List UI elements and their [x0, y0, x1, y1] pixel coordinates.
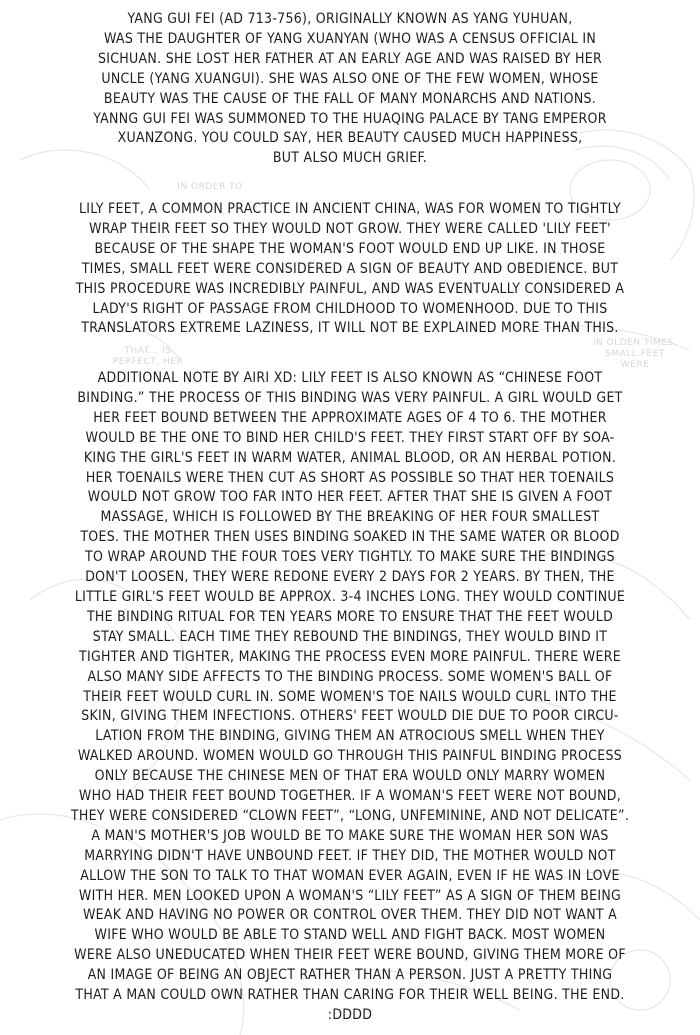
text-line: ALLOW THE SON TO TALK TO THAT WOMAN EVER AGAIN, EVEN IF HE WAS IN LOVE [80, 867, 620, 884]
text-line: BECAUSE OF THE SHAPE THE WOMAN'S FOOT WOULD END UP LIKE. IN THOSE [94, 240, 606, 257]
text-line: ADDITIONAL NOTE BY AIRI XD: LILY FEET IS ALSO KNOWN AS “CHINESE FOOT [97, 370, 603, 386]
text-line: THAT A MAN COULD OWN RATHER THAN CARING FOR THEIR WELL BEING. THE END. [75, 987, 625, 1004]
text-line: HER TOENAILS WERE THEN CUT AS SHORT AS POSSIBLE SO THAT HER TOENAILS [85, 469, 615, 486]
text-line: TOES. THE MOTHER THEN USES BINDING SOAKED IN THE SAME WATER OR BLOOD [80, 529, 620, 546]
text-line: ALSO MANY SIDE AFFECTS TO THE BINDING PROCESS. SOME WOMEN'S BALL OF [87, 668, 613, 685]
text-line: WIFE WHO WOULD BE ABLE TO STAND WELL AND FIGHT BACK. MOST WOMEN [94, 927, 606, 944]
text-line: HER FEET BOUND BETWEEN THE APPROXIMATE AGES OF 4 TO 6. THE MOTHER [93, 409, 607, 426]
text-line: LADY'S RIGHT OF PASSAGE FROM CHILDHOOD TO WOMENHOOD. DUE TO THIS [92, 300, 608, 317]
text-line: TIMES, SMALL FEET WERE CONSIDERED A SIGN OF BEAUTY AND OBEDIENCE. BUT [81, 260, 619, 277]
text-line: WRAP THEIR FEET SO THEY WOULD NOT GROW. THEY WERE CALLED 'LILY FEET' [89, 220, 611, 237]
text-line: DON'T LOOSEN, THEY WERE REDONE EVERY 2 DAYS FOR 2 YEARS. BY THEN, THE [85, 569, 615, 586]
text-line: TO WRAP AROUND THE FOUR TOES VERY TIGHTLY. TO MAKE SURE THE BINDINGS [85, 549, 615, 566]
text-line: THEY WERE CONSIDERED “CLOWN FEET”, “LONG, UNFEMININE, AND NOT DELICATE”. [70, 807, 630, 824]
background-bubble-text: THAT... IS PERFECT, HER [112, 346, 184, 367]
paragraph-lily-feet [6, 200, 694, 339]
text-line: LITTLE GIRL'S FEET WOULD BE APPROX. 3-4 INCHES LONG. THEY WOULD CONTINUE [74, 588, 626, 605]
text-line: UNCLE (YANG XUANGUI). SHE WAS ALSO ONE OF THE FEW WOMEN, WHOSE [101, 70, 599, 87]
text-line: WITH HER. MEN LOOKED UPON A WOMAN'S “LILY FEET” AS A SIGN OF THEM BEING [78, 887, 622, 904]
paragraph-additional-note [6, 369, 694, 1026]
text-line: YANG GUI FEI (AD 713-756), ORIGINALLY KNOWN AS YANG YUHUAN, [127, 11, 573, 27]
background-bubble-text: IN ORDER TO [177, 182, 243, 192]
text-line: TRANSLATORS EXTREME LAZINESS, IT WILL NOT BE EXPLAINED MORE THAN THIS. [81, 320, 619, 337]
text-line: WALKED AROUND. WOMEN WOULD GO THROUGH THIS PAINFUL BINDING PROCESS [77, 748, 623, 765]
text-line: XUANZONG. YOU COULD SAY, HER BEAUTY CAUSED MUCH HAPPINESS, [117, 130, 583, 147]
text-line: LATION FROM THE BINDING, GIVING THEM AN ATROCIOUS SMELL WHEN THEY [95, 728, 605, 745]
text-line: MARRYING DIDN'T HAVE UNBOUND FEET. IF THEY DID, THE MOTHER WOULD NOT [84, 847, 616, 864]
text-line: WEAK AND HAVING NO POWER OR CONTROL OVER THEM. THEY DID NOT WANT A [82, 907, 618, 924]
text-line: KING THE GIRL'S FEET IN WARM WATER, ANIMAL BLOOD, OR AN HERBAL POTION. [83, 449, 617, 466]
text-line: WERE ALSO UNEDUCATED WHEN THEIR FEET WERE BOUND, GIVING THEM MORE OF [74, 947, 626, 964]
text-line: THE BINDING RITUAL FOR TEN YEARS MORE TO ENSURE THAT THE FEET WOULD [86, 608, 614, 625]
text-line: :DDDD [327, 1007, 373, 1023]
text-line: A MAN'S MOTHER'S JOB WOULD BE TO MAKE SURE THE WOMAN HER SON WAS [91, 827, 609, 844]
text-line: BEAUTY WAS THE CAUSE OF THE FALL OF MANY MONARCHS AND NATIONS. [103, 90, 597, 107]
text-line: WAS THE DAUGHTER OF YANG XUANYAN (WHO WAS A CENSUS OFFICIAL IN [103, 30, 597, 47]
text-line: THEIR FEET WOULD CURL IN. SOME WOMEN'S TOE NAILS WOULD CURL INTO THE [83, 688, 617, 705]
text-line: SKIN, GIVING THEM INFECTIONS. OTHERS' FEET WOULD DIE DUE TO POOR CIRCU- [81, 708, 619, 725]
background-bubble-text: IN OLDEN TIMES, SMALL FEET WERE [592, 338, 678, 370]
text-line: AN IMAGE OF BEING AN OBJECT RATHER THAN A PERSON. JUST A PRETTY THING [87, 967, 613, 984]
text-line: THIS PROCEDURE WAS INCREDIBLY PAINFUL, AND WAS EVENTUALLY CONSIDERED A [75, 280, 625, 297]
text-line: LILY FEET, A COMMON PRACTICE IN ANCIENT CHINA, WAS FOR WOMEN TO TIGHTLY [79, 201, 621, 217]
text-line: STAY SMALL. EACH TIME THEY REBOUND THE BINDINGS, THEY WOULD BIND IT [92, 628, 608, 645]
text-line: WOULD BE THE ONE TO BIND HER CHILD'S FEET. THEY FIRST START OFF BY SOA- [85, 429, 615, 446]
text-line: ONLY BECAUSE THE CHINESE MEN OF THAT ERA WOULD ONLY MARRY WOMEN [94, 768, 606, 785]
text-line: BUT ALSO MUCH GRIEF. [272, 150, 428, 167]
text-line: TIGHTER AND TIGHTER, MAKING THE PROCESS EVEN MORE PAINFUL. THERE WERE [78, 648, 621, 665]
text-line: WOULD NOT GROW TOO FAR INTO HER FEET. AFTER THAT SHE IS GIVEN A FOOT [87, 489, 613, 506]
paragraph-yang-gui-fei [6, 10, 694, 169]
text-line: BINDING.” THE PROCESS OF THIS BINDING WAS VERY PAINFUL. A GIRL WOULD GET [77, 389, 623, 406]
text-line: SICHUAN. SHE LOST HER FATHER AT AN EARLY AGE AND WAS RAISED BY HER [97, 50, 603, 67]
text-line: MASSAGE, WHICH IS FOLLOWED BY THE BREAKING OF HER FOUR SMALLEST [100, 509, 600, 526]
text-line: WHO HAD THEIR FEET BOUND TOGETHER. IF A WOMAN'S FEET WERE NOT BOUND, [78, 788, 622, 805]
text-line: YANNG GUI FEI WAS SUMMONED TO THE HUAQING PALACE BY TANG EMPEROR [93, 110, 607, 127]
